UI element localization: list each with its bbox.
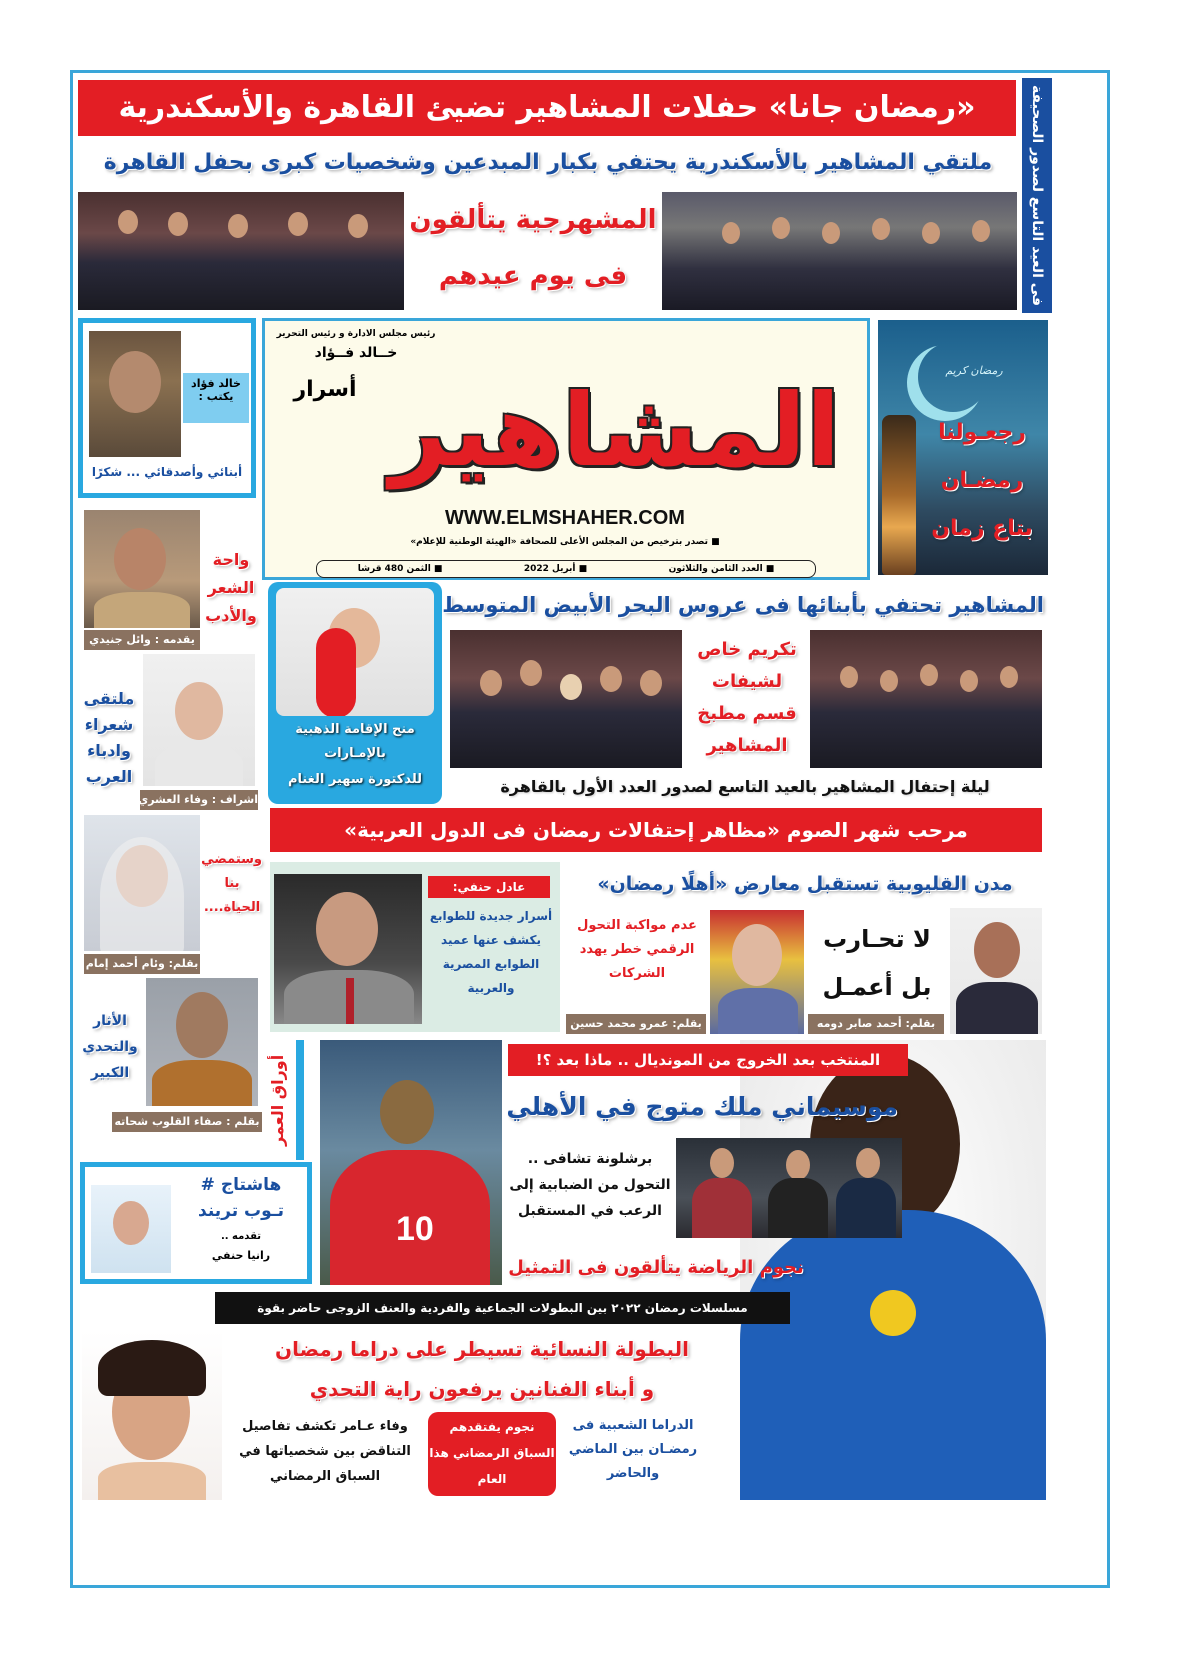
lantern-icon <box>882 415 916 575</box>
photo-wafaa-amer <box>82 1330 222 1500</box>
center-headline-line1: المشهرجية يتألقون <box>409 205 657 235</box>
license-note: ■ تصدر بترخيص من المجلس الأعلى للصحافة «الهيئة الوطنية للإعلام» <box>410 537 720 547</box>
hashtag-by: تقدمه .. <box>220 1231 262 1242</box>
photo-salah <box>320 1040 502 1285</box>
hashtag-title2: تـوب تريند <box>198 1201 284 1221</box>
honor-line3: قسم مطبخ <box>697 703 797 724</box>
center-headline[interactable] <box>406 192 660 310</box>
promo-line3: بتاع زمان <box>931 516 1033 541</box>
hashtag-name: رانيا حنفي <box>211 1249 271 1262</box>
ramadan-customs-band[interactable]: مرحب شهر الصوم «مظاهر إحتفالات رمضان فى الدول العربية» <box>270 808 1042 852</box>
drama-item-popular[interactable]: الدراما الشعبية فى رمضـان بين الماضي والحاضر <box>568 1418 698 1481</box>
honor-line1: تكريم خاص <box>697 639 797 660</box>
editor-column-box[interactable] <box>78 318 256 498</box>
caption-amr: بقلم: عمرو محمد حسين <box>566 1014 706 1034</box>
caption-safaa: بقلم : صفاء القلوب شحاته <box>112 1112 262 1132</box>
no-war-article[interactable] <box>808 915 946 1011</box>
drama-item-missing-stars[interactable]: نجوم يفتقدهم السباق الرمضاني هذا العام <box>428 1412 556 1496</box>
stamps-label: عادل حنفي: <box>428 876 550 898</box>
honor-line4: المشاهير <box>706 735 788 756</box>
celebration-headline[interactable]: المشاهير تحتفي بأبنائها فى عروس البحر الأبيض المتوسط <box>442 593 1044 617</box>
caption-wael: يقدمه : وائل جنيدي <box>84 630 200 650</box>
top-headline-blue[interactable]: ملتقي المشاهير بالأسكندرية يحتفي بكبار المبدعين وشخصيات كبرى بحفل القاهرة <box>103 150 993 175</box>
digital-text: عدم مواكبة التحول الرقمي خطر يهدد الشركات <box>577 918 697 981</box>
promo-line1: رجعـولنا <box>938 420 1026 445</box>
section-antiquities[interactable]: الأثار والتحدي الكبير <box>82 1013 138 1081</box>
masthead <box>262 318 870 580</box>
side-strip-text: فى العيد التاسع لصدور الصحيفة <box>1029 84 1045 307</box>
hashtag-box[interactable] <box>80 1162 312 1284</box>
caption-ahmed: بقلم: أحمد صابر دومه <box>808 1014 944 1034</box>
writer-photo-wael <box>84 510 200 628</box>
residency-line1: منح الإقامة الذهبية <box>295 722 415 737</box>
masthead-logo[interactable]: المشاهير <box>389 372 841 489</box>
top-headline-red[interactable]: «رمضان جانا» حفلات المشاهير تضيئ القاهرة والأسكندرية <box>78 80 1016 136</box>
photo-ahmed <box>950 908 1042 1034</box>
residency-line3: للدكتورة سهير الغنام <box>287 772 423 787</box>
chefs-honor[interactable] <box>686 634 808 762</box>
asrar-label: أسرار <box>293 377 357 402</box>
caption-weam: بقلم: وئام أحمد إمام <box>84 954 200 974</box>
writer-photo-safaa <box>146 978 258 1106</box>
residency-line2: بالإمـارات <box>324 746 386 761</box>
celebration-subheadline[interactable]: ليلة إحتفال المشاهير بالعيد التاسع لصدور العدد الأول بالقاهرة <box>500 777 990 796</box>
chairman-name: خــالد فــؤاد <box>314 345 398 361</box>
golden-residency-box[interactable] <box>268 582 442 804</box>
section-life-goes-on[interactable]: وستمضي بنا الحياة.... <box>201 852 262 915</box>
issue-price: ■ الثمن 480 قرشا <box>357 564 443 574</box>
center-headline-line2: فى يوم عيدهم <box>438 261 628 291</box>
writer-photo-weam <box>84 815 200 951</box>
event-photo-alexandria <box>662 192 1017 310</box>
photo-adel-hanafi <box>274 874 422 1024</box>
drama-item-wafaa[interactable]: وفاء عـامر تكشف تفاصيل التناقض بين شخصياتها في السباق الرمضاني <box>239 1419 411 1484</box>
section-arab-poets[interactable]: ملتقى شعراء وادباء العرب <box>83 689 135 786</box>
qalyubia-headline[interactable]: مدن القليوبية تستقبل معارض «أهلًا رمضان» <box>597 873 1013 895</box>
ramadan-calligraphy: رمضان كريم <box>945 364 1003 377</box>
side-strip <box>1022 78 1052 313</box>
mosimane-headline[interactable]: موسيماني ملك متوج في الأهلي <box>506 1092 898 1121</box>
barca-article[interactable]: برشلونة تشافى .. التحول من الضبابية إلى الرعب في المستقبل <box>509 1151 671 1219</box>
honor-line2: لشيفات <box>711 671 783 692</box>
life-papers-vertical[interactable]: أوراق العمر <box>268 1054 287 1146</box>
crescent-icon <box>918 342 988 412</box>
stamps-text: أسرار جديدة للطوابع يكشف عنها عميد الطوابع المصرية والعربية <box>429 909 553 995</box>
issue-number: ■ العدد الثامن والثلاثون <box>668 564 775 574</box>
digital-article[interactable] <box>566 914 708 1010</box>
photo-dr-soheir <box>276 588 434 716</box>
jersey-number: 10 <box>396 1210 434 1248</box>
stamps-box[interactable] <box>270 862 560 1032</box>
no-war-line1: لا تحـارب <box>823 925 931 953</box>
chairman-label: رئيس مجلس الادارة و رئيس التحرير <box>276 329 436 339</box>
sports-stars-headline[interactable]: نجوم الرياضة يتألقون فى التمثيل <box>508 1257 804 1278</box>
no-war-line2: بل أعمـل <box>822 973 932 1001</box>
writer-photo-wafaa <box>143 654 255 786</box>
section-poetry-oasis[interactable]: واحة الشعر والأدب <box>205 550 257 625</box>
drama-band[interactable]: مسلسلات رمضان ٢٠٢٢ بين البطولات الجماعية والفردية والعنف الزوجى حاضر بقوة <box>215 1292 790 1324</box>
editor-photo <box>89 331 181 457</box>
celebration-photo-group <box>810 630 1042 768</box>
caption-wafaa: اشراف : وفاء العشري <box>140 790 258 810</box>
ramadan-promo[interactable] <box>878 320 1048 575</box>
event-photo-cairo <box>78 192 404 310</box>
issue-date: ■ أبريل 2022 <box>523 564 588 574</box>
photo-barca-coaches <box>676 1138 902 1238</box>
hashtag-title1: هاشتاج # <box>200 1175 282 1195</box>
promo-line2: رمضـان <box>940 468 1024 493</box>
editor-writes: يكتب : <box>198 390 234 403</box>
world-cup-band[interactable]: المنتخب بعد الخروج من المونديال .. ماذا بعد ؟! <box>508 1044 908 1076</box>
celebration-photo-cake <box>450 630 682 768</box>
photo-amr <box>710 910 804 1034</box>
editor-name: خالد فؤاد <box>191 377 241 390</box>
issue-bar <box>316 560 816 578</box>
website[interactable]: WWW.ELMSHAHER.COM <box>445 507 685 529</box>
drama-headline1[interactable]: البطولة النسائية تسيطر على دراما رمضان <box>275 1337 689 1361</box>
writer-photo-rania <box>91 1185 171 1273</box>
drama-headline2[interactable]: و أبناء الفنانين يرفعون راية التحدي <box>309 1377 655 1401</box>
editor-name-box <box>183 373 249 423</box>
life-papers-border <box>296 1040 304 1160</box>
editor-column-title: أبنائي وأصدقائي ... شكرًا <box>91 465 243 479</box>
